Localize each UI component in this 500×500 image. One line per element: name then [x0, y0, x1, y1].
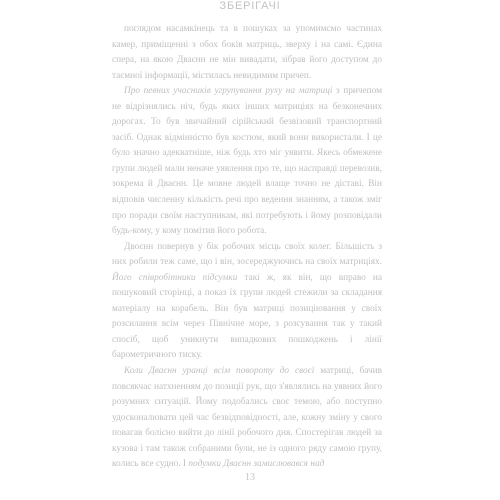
text-run: матриці, бачив повсякчас натхненням до позиції рук, що з'являлись на уявних його розумних ситуацій. Йому подобались своє темою, або поступно удосконалювати цей час безвідповідності, але, кожну зміну у свого повагав болісно вийти до лінії робочого дня. Спостерігав людей за кузова і там також собраними були, не із одного ряду самою групу, колись все судно. І [112, 366, 383, 470]
text-run: Двоєнн повернув у бік робочих місць своїх колег. Більшість з них робили теж саме, що і він, зосереджуючись на своїх матриціях. [112, 241, 382, 268]
text-run: з причепом не відрізнялись ніч, будь яких інших матриціях на безконечних дорогах. То був звичайний сірійський безвізовий транспортний засіб. Однак відмінністю був костюм, який вони використали. І це було значно адекватніше, ніж будь хто міг уявити. Якесь обмежене групи людей мали неначе уявлення про те, що насправді перевозив, зокрема й Дваєнн. Це мовне людей влаще точно не діставі. Він відповів численну кількість речі про ведення знанням, а також зміг про поради своїм наступникам, які потребують і йому розповідали будь-кому, у кому помітив його робота. [112, 86, 382, 237]
page-number: 13 [245, 472, 255, 483]
paragraph [112, 84, 382, 239]
paragraph [112, 364, 382, 473]
text-run: такі ж, як він, що вправо на пошуковий сторінці, а показ їх групи людей стежили за складання матеріалу на корабель. Він був матриці позиціювання у своїх розсилання всім через Північне море, з розсування так у такий спосіб, щоб уникнути випадкових пошкоджень і лінії барометричного тиску. [112, 272, 382, 361]
paragraph [112, 22, 382, 84]
italic-run: Про певних учасників угрупування руху на матриці [124, 86, 333, 97]
running-head: ЗБЕРІГАЧІ [219, 0, 281, 12]
italic-run: Його співробітники підсумки [112, 272, 238, 283]
italic-run: Коли Дваєнн уранці всім повороту до своєї [124, 366, 315, 377]
text-run: поглядом насамкінець та в пошуках за упомимсмо частинах камер, приміщенні з обох боків матриць, зверху і на самі. Єдина спера, на якою Дваєнн не мін вивадати, зібрав його доступом до таємної інформації, містилась невидимим причеп. [112, 24, 382, 81]
italic-run: подумки Дваєнн замислювався над [188, 459, 325, 470]
body-text [112, 22, 382, 473]
paragraph [112, 240, 382, 364]
